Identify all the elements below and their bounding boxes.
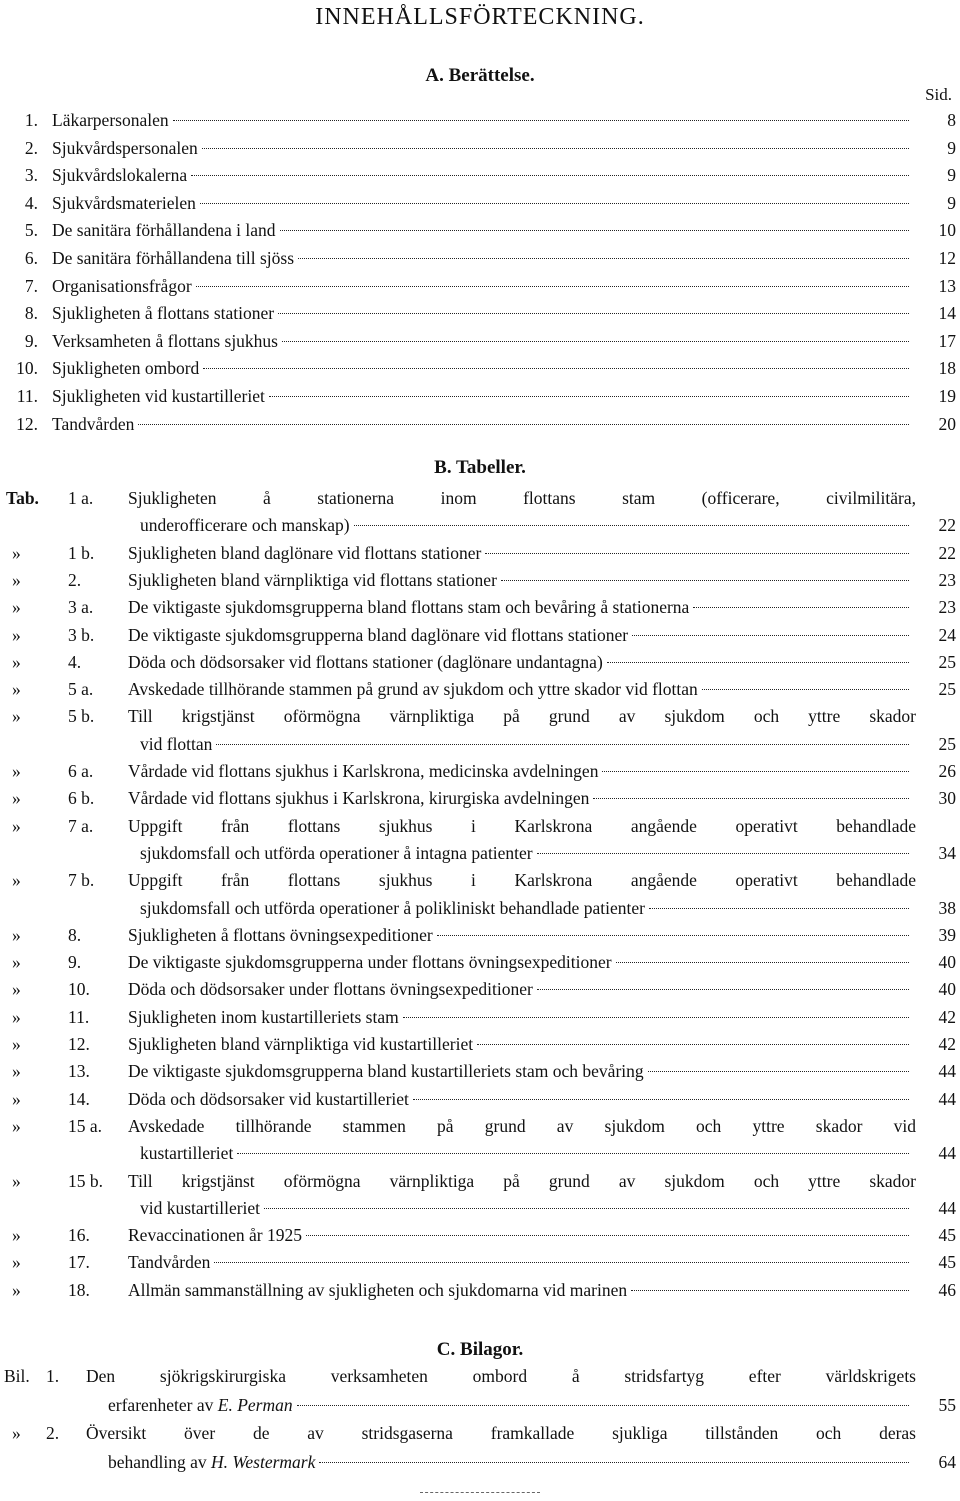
entry-number: 9. — [68, 952, 82, 973]
entry-text — [128, 975, 912, 1003]
entry-page: 13 — [938, 275, 956, 296]
entry-text — [140, 511, 912, 539]
entry-text — [128, 1003, 912, 1031]
table-entry — [0, 566, 960, 594]
dot-leader — [607, 660, 909, 663]
entry-page: 42 — [938, 1034, 956, 1054]
entry-number: 7 b. — [68, 870, 95, 891]
entry-prefix: » — [12, 1279, 21, 1300]
toc-entry — [0, 382, 960, 410]
entry-text — [128, 1221, 912, 1249]
toc-entry — [0, 106, 960, 134]
entry-text — [52, 272, 912, 300]
entry-text — [52, 410, 912, 438]
entry-text — [128, 921, 912, 949]
entry-page: 22 — [938, 515, 956, 536]
entry-number: 15 a. — [68, 1115, 103, 1136]
entry-title: Sjukligheten vid kustartilleriet — [52, 386, 265, 406]
entry-title: sjukdomsfall och utförda operationer å intagna patienter — [140, 842, 533, 863]
entry-prefix: » — [12, 1170, 21, 1191]
entry-page: 42 — [938, 1006, 956, 1027]
entry-number: 7. — [24, 275, 38, 296]
entry-title: Läkarpersonalen — [52, 110, 169, 130]
entry-title: De sanitära förhållandena i land — [52, 220, 276, 241]
toc-entry — [0, 134, 960, 162]
entry-page: 25 — [938, 679, 956, 700]
entry-prefix: » — [12, 1423, 21, 1443]
entry-prefix: » — [12, 1115, 21, 1136]
entry-page: 44 — [938, 1088, 956, 1109]
entry-title: vid kustartilleriet — [140, 1197, 261, 1218]
entry-prefix: » — [12, 1034, 21, 1054]
entry-number: 2. — [68, 569, 82, 590]
entry-text — [128, 648, 912, 676]
entry-number: 3 a. — [68, 597, 94, 618]
dot-leader — [537, 851, 909, 854]
dot-leader — [501, 578, 909, 581]
dot-leader — [306, 1233, 909, 1236]
entry-title: Döda och dödsorsaker vid kustartilleriet — [128, 1088, 409, 1109]
dot-leader — [203, 366, 909, 369]
entry-number: 10. — [16, 358, 38, 379]
page-title: INNEHÅLLSFÖRTECKNING. — [315, 4, 645, 30]
appendix-entry — [0, 1419, 960, 1447]
entry-number: 1 a. — [68, 488, 94, 508]
entry-prefix: » — [12, 706, 21, 727]
entry-text — [128, 1030, 912, 1058]
dot-leader — [602, 769, 909, 772]
entry-page: 9 — [947, 137, 956, 158]
entry-page: 24 — [938, 624, 956, 645]
entry-text — [128, 757, 912, 785]
entry-number: 11. — [16, 386, 38, 406]
entry-text — [128, 566, 912, 594]
page-column-label: Sid. — [925, 85, 952, 104]
entry-text — [128, 621, 912, 649]
entry-title: erfarenheter av — [108, 1394, 218, 1415]
entry-title: Översikt över de av stridsgaserna framkallade sjukliga tillstånden och deras — [86, 1423, 916, 1443]
entry-title: Sjukligheten å flottans stationer — [52, 303, 275, 324]
entry-number: 16. — [68, 1225, 90, 1246]
entry-page: 38 — [938, 897, 956, 918]
entry-title: Sjukvårdspersonalen — [52, 137, 198, 158]
entry-title: Sjukligheten bland daglönare vid flottans stationer — [128, 542, 482, 563]
dot-leader — [648, 1069, 909, 1072]
entry-text — [140, 839, 912, 867]
entry-title: behandling av — [108, 1451, 212, 1472]
entry-prefix: » — [12, 1061, 21, 1082]
toc-entry — [0, 244, 960, 272]
toc-entry — [0, 161, 960, 189]
table-entry — [0, 866, 960, 894]
dot-leader — [202, 146, 909, 149]
entry-number: 5 b. — [68, 706, 95, 727]
entry-title: Sjukligheten å flottans övningsexpeditioner — [128, 924, 433, 945]
entry-title: Organisationsfrågor — [52, 275, 192, 296]
table-entry — [0, 702, 960, 730]
entry-page: 10 — [938, 220, 956, 241]
entry-prefix: » — [12, 788, 21, 809]
dot-leader — [200, 201, 909, 204]
dot-leader — [237, 1151, 909, 1154]
dot-leader — [616, 960, 909, 963]
toc-entry — [0, 299, 960, 327]
dot-leader — [297, 1403, 909, 1406]
dot-leader — [280, 228, 909, 231]
entry-page: 44 — [938, 1197, 956, 1218]
entry-title: Revaccinationen år 1925 — [128, 1225, 302, 1246]
entry-prefix: Tab. — [6, 488, 39, 508]
entry-title: Sjukvårdslokalerna — [52, 165, 188, 186]
entry-title: Den sjökrigskirurgiska verksamheten ombord å stridsfartyg efter världskrigets — [86, 1366, 916, 1386]
section-heading-bilagor: C. Bilagor. — [436, 1339, 524, 1360]
entry-title: Döda och dödsorsaker under flottans övningsexpeditioner — [128, 979, 533, 1000]
entry-number: 3 b. — [68, 624, 95, 645]
entry-title: Sjukligheten bland värnpliktiga vid flottans stationer — [128, 569, 497, 590]
entry-page: 40 — [938, 952, 956, 973]
entry-page: 18 — [938, 358, 956, 379]
entry-title: De viktigaste sjukdomsgrupperna bland kustartilleriets stam och bevåring — [128, 1061, 644, 1082]
entry-page: 12 — [938, 248, 956, 268]
entry-text — [108, 1448, 912, 1476]
entry-text — [52, 382, 912, 410]
dot-leader — [214, 1260, 909, 1263]
entry-text — [52, 161, 912, 189]
entry-number: 12. — [16, 413, 38, 434]
entry-author: H. Westermark — [211, 1451, 316, 1472]
entry-page: 23 — [938, 569, 956, 590]
entry-prefix: » — [12, 1006, 21, 1027]
footer-rule — [420, 1492, 540, 1493]
entry-text — [140, 894, 912, 922]
entry-page: 17 — [938, 330, 956, 351]
table-entry-continuation — [0, 1194, 960, 1222]
entry-text — [128, 1085, 912, 1113]
dot-leader — [649, 906, 909, 909]
entry-prefix: » — [12, 1225, 21, 1246]
entry-prefix: » — [12, 952, 21, 973]
dot-leader — [216, 742, 909, 745]
entry-title: Allmän sammanställning av sjukligheten och sjukdomarna vid marinen — [128, 1279, 628, 1300]
table-entry-continuation — [0, 894, 960, 922]
entry-prefix: » — [12, 651, 21, 672]
table-entry — [0, 648, 960, 676]
entry-title: Tandvården — [128, 1252, 211, 1273]
entry-page: 55 — [938, 1394, 956, 1415]
entry-prefix: » — [12, 569, 21, 590]
entry-text — [52, 216, 912, 244]
table-entry-continuation — [0, 1139, 960, 1167]
entry-number: 12. — [68, 1034, 90, 1054]
entry-text — [128, 593, 912, 621]
entry-number: 10. — [68, 979, 90, 1000]
entry-page: 22 — [938, 542, 956, 563]
entry-page: 25 — [938, 651, 956, 672]
entry-title: Döda och dödsorsaker vid flottans stationer (daglönare undantagna) — [128, 651, 603, 672]
dot-leader — [264, 1206, 909, 1209]
entry-title: De viktigaste sjukdomsgrupperna bland flottans stam och bevåring å stationerna — [128, 597, 690, 618]
entry-number: 3. — [24, 165, 38, 186]
entry-title: Till krigstjänst oförmögna värnpliktiga på grund av sjukdom och yttre skador — [128, 706, 916, 727]
entry-title: Sjukvårdsmaterielen — [52, 192, 196, 213]
dot-leader — [173, 118, 909, 121]
entry-number: 8. — [68, 924, 82, 945]
entry-number: 17. — [68, 1252, 90, 1273]
entry-title: Sjukligheten bland värnpliktiga vid kustartilleriet — [128, 1034, 474, 1054]
entry-text — [52, 106, 912, 134]
dot-leader — [537, 987, 909, 990]
entry-text — [128, 675, 912, 703]
entry-number: 1. — [46, 1366, 60, 1386]
table-entry — [0, 921, 960, 949]
dot-leader — [413, 1097, 909, 1100]
dot-leader — [138, 422, 909, 425]
table-entry — [0, 1112, 960, 1140]
table-entry — [0, 1167, 960, 1195]
table-entry — [0, 1221, 960, 1249]
entry-number: 18. — [68, 1279, 90, 1300]
entry-title: De viktigaste sjukdomsgrupperna bland daglönare vid flottans stationer — [128, 624, 629, 645]
entry-text — [128, 948, 912, 976]
entry-prefix: » — [12, 1252, 21, 1273]
entry-text — [108, 1391, 912, 1419]
entry-text — [52, 134, 912, 162]
entry-author: E. Perman — [217, 1394, 293, 1415]
entry-number: 5 a. — [68, 679, 94, 700]
entry-page: 26 — [938, 761, 956, 781]
entry-page: 25 — [938, 733, 956, 754]
table-entry-continuation — [0, 730, 960, 758]
entry-number: 2. — [24, 137, 38, 158]
table-entry — [0, 1030, 960, 1058]
dot-leader — [403, 1015, 909, 1018]
entry-title: Sjukligheten ombord — [52, 358, 200, 379]
appendix-entry-continuation — [0, 1391, 960, 1419]
entry-text — [128, 1248, 912, 1276]
entry-number: 6. — [24, 248, 38, 268]
appendix-entry — [0, 1362, 960, 1390]
section-heading-tabeller: B. Tabeller. — [434, 457, 526, 478]
entry-page: 39 — [938, 924, 956, 945]
entry-page: 64 — [938, 1451, 956, 1472]
entry-page: 23 — [938, 597, 956, 618]
entry-title: underofficerare och manskap) — [140, 515, 350, 536]
table-entry — [0, 621, 960, 649]
dot-leader — [191, 173, 909, 176]
entry-text — [140, 1139, 912, 1167]
table-entry-continuation — [0, 511, 960, 539]
dot-leader — [437, 933, 909, 936]
entry-title: vid flottan — [140, 733, 213, 754]
table-entry — [0, 812, 960, 840]
entry-number: 6 b. — [68, 788, 95, 809]
dot-leader — [632, 633, 909, 636]
entry-page: 44 — [938, 1061, 956, 1082]
entry-title: Tandvården — [52, 413, 135, 434]
toc-entry — [0, 327, 960, 355]
entry-text — [128, 784, 912, 812]
dot-leader — [693, 605, 909, 608]
entry-text — [128, 1057, 912, 1085]
dot-leader — [477, 1042, 909, 1045]
entry-title: De sanitära förhållandena till sjöss — [52, 248, 295, 268]
entry-number: 4. — [24, 192, 38, 213]
entry-page: 30 — [938, 788, 956, 809]
entry-text — [52, 354, 912, 382]
entry-page: 45 — [938, 1252, 956, 1273]
toc-entry — [0, 272, 960, 300]
entry-title: Verksamheten å flottans sjukhus — [52, 330, 278, 351]
table-entry — [0, 1085, 960, 1113]
entry-number: 15 b. — [68, 1170, 103, 1191]
entry-prefix: » — [12, 870, 21, 891]
table-entry — [0, 975, 960, 1003]
entry-number: 2. — [46, 1423, 60, 1443]
dot-leader — [354, 523, 909, 526]
entry-title: Uppgift från flottans sjukhus i Karlskrona angående operativt behandlade — [128, 870, 916, 891]
entry-title: Vårdade vid flottans sjukhus i Karlskrona, kirurgiska avdelningen — [128, 788, 590, 809]
entry-title: Till krigstjänst oförmögna värnpliktiga på grund av sjukdom och yttre skador — [128, 1170, 916, 1191]
entry-number: 4. — [68, 651, 82, 672]
entry-text — [52, 189, 912, 217]
entry-title: sjukdomsfall och utförda operationer å polikliniskt behandlade patienter — [140, 897, 645, 918]
entry-number: 13. — [68, 1061, 90, 1082]
section-heading-berattelse: A. Berättelse. — [425, 65, 535, 86]
entry-prefix: » — [12, 979, 21, 1000]
toc-entry — [0, 216, 960, 244]
table-entry — [0, 1003, 960, 1031]
entry-number: 1 b. — [68, 542, 95, 563]
entry-prefix: » — [12, 815, 21, 836]
table-entry — [0, 539, 960, 567]
entry-number: 1. — [24, 110, 38, 130]
dot-leader — [593, 796, 909, 799]
entry-page: 34 — [938, 842, 956, 863]
entry-title: kustartilleriet — [140, 1143, 234, 1164]
dot-leader — [196, 284, 909, 287]
table-entry — [0, 948, 960, 976]
entry-text — [52, 244, 912, 272]
entry-number: 11. — [68, 1006, 90, 1027]
entry-text — [140, 730, 912, 758]
entry-page: 8 — [947, 110, 956, 130]
table-entry — [0, 1276, 960, 1304]
dot-leader — [631, 1288, 909, 1291]
entry-page: 45 — [938, 1225, 956, 1246]
entry-page: 46 — [938, 1279, 956, 1300]
entry-number: 8. — [24, 303, 38, 324]
dot-leader — [485, 551, 909, 554]
entry-prefix: » — [12, 924, 21, 945]
entry-prefix: » — [12, 597, 21, 618]
entry-text — [128, 1276, 912, 1304]
entry-title: Avskedade tillhörande stammen på grund av sjukdom och yttre skador vid — [128, 1115, 916, 1136]
entry-title: Vårdade vid flottans sjukhus i Karlskrona, medicinska avdelningen — [128, 761, 599, 781]
table-entry-continuation — [0, 839, 960, 867]
dot-leader — [319, 1460, 909, 1463]
entry-text — [52, 299, 912, 327]
table-entry — [0, 1057, 960, 1085]
entry-title: Uppgift från flottans sjukhus i Karlskrona angående operativt behandlade — [128, 815, 916, 836]
entry-text — [52, 327, 912, 355]
entry-title: Sjukligheten inom kustartilleriets stam — [128, 1006, 399, 1027]
entry-prefix: » — [12, 624, 21, 645]
table-entry — [0, 593, 960, 621]
entry-number: 5. — [24, 220, 38, 241]
entry-number: 14. — [68, 1088, 90, 1109]
appendix-entry-continuation — [0, 1448, 960, 1476]
entry-prefix: » — [12, 761, 21, 781]
dot-leader — [282, 339, 909, 342]
entry-text — [140, 1194, 912, 1222]
table-entry — [0, 675, 960, 703]
dot-leader — [298, 256, 909, 259]
table-entry — [0, 484, 960, 512]
toc-entry — [0, 410, 960, 438]
entry-number: 6 a. — [68, 761, 94, 781]
dot-leader — [278, 311, 909, 314]
entry-prefix: Bil. — [4, 1366, 30, 1386]
entry-page: 9 — [947, 192, 956, 213]
entry-prefix: » — [12, 1088, 21, 1109]
entry-page: 20 — [938, 413, 956, 434]
toc-entry — [0, 354, 960, 382]
dot-leader — [702, 687, 909, 690]
entry-page: 40 — [938, 979, 956, 1000]
table-entry — [0, 757, 960, 785]
table-entry — [0, 1248, 960, 1276]
dot-leader — [269, 394, 909, 397]
entry-page: 14 — [938, 303, 956, 324]
entry-title: De viktigaste sjukdomsgrupperna under flottans övningsexpeditioner — [128, 952, 612, 973]
entry-title: Sjukligheten å stationerna inom flottans stam (officerare, civilmilitära, — [128, 488, 916, 508]
entry-title: Avskedade tillhörande stammen på grund av sjukdom och yttre skador vid flottan — [128, 679, 698, 700]
entry-prefix: » — [12, 542, 21, 563]
entry-page: 19 — [938, 386, 956, 406]
entry-page: 44 — [938, 1143, 956, 1164]
table-entry — [0, 784, 960, 812]
entry-page: 9 — [947, 165, 956, 186]
toc-entry — [0, 189, 960, 217]
entry-text — [128, 539, 912, 567]
entry-prefix: » — [12, 679, 21, 700]
entry-number: 7 a. — [68, 815, 94, 836]
entry-number: 9. — [24, 330, 38, 351]
